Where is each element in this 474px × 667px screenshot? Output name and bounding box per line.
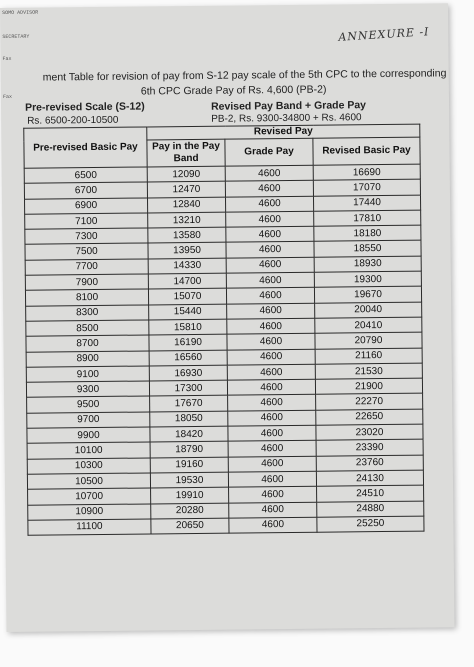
revised-basic-pay-cell: 21530 — [315, 363, 422, 379]
pay-in-band-cell: 18050 — [150, 411, 228, 427]
pre-revised-basic-pay-cell: 9500 — [27, 396, 150, 413]
revised-basic-pay-cell: 24510 — [317, 485, 424, 501]
grade-pay-cell: 4600 — [227, 364, 315, 380]
revised-basic-pay-cell: 23390 — [316, 439, 423, 455]
pre-revised-basic-pay-cell: 6900 — [24, 198, 147, 215]
pre-revised-basic-pay-cell: 8500 — [26, 320, 149, 337]
pre-revised-basic-pay-cell: 7700 — [25, 259, 148, 276]
grade-pay-cell: 4600 — [229, 517, 317, 533]
grade-pay-cell: 4600 — [226, 226, 314, 242]
revised-basic-pay-cell: 17070 — [313, 179, 420, 195]
grade-pay-cell: 4600 — [228, 441, 316, 457]
pay-in-band-cell: 13580 — [148, 227, 226, 243]
pay-in-band-cell: 16190 — [149, 334, 227, 350]
revised-basic-pay-cell: 20790 — [315, 332, 422, 348]
revised-basic-pay-cell: 19670 — [314, 286, 421, 302]
grade-pay-cell: 4600 — [226, 272, 314, 288]
pay-in-band-cell: 12090 — [147, 166, 225, 182]
grade-pay-cell: 4600 — [225, 196, 313, 212]
pre-revised-basic-pay-cell: 8900 — [26, 351, 149, 368]
revised-basic-pay-cell: 24130 — [316, 470, 423, 486]
pre-revised-basic-pay-cell: 11100 — [28, 519, 151, 536]
pay-in-band-cell: 20650 — [151, 518, 229, 534]
pay-in-band-cell: 12470 — [147, 181, 225, 197]
grade-pay-cell: 4600 — [228, 471, 316, 487]
pre-revised-basic-pay-cell: 9100 — [26, 366, 149, 383]
table-row — [28, 516, 424, 535]
header-revised-pay: Revised Pay — [147, 124, 420, 140]
pre-revised-basic-pay-cell: 6700 — [24, 182, 147, 199]
grade-pay-cell: 4600 — [227, 379, 315, 395]
pre-revised-basic-pay-cell: 7300 — [25, 228, 148, 245]
revised-basic-pay-cell: 23760 — [316, 455, 423, 471]
pay-in-band-cell: 13210 — [148, 212, 226, 228]
grade-pay-cell: 4600 — [226, 242, 314, 258]
revised-basic-pay-cell: 18930 — [314, 256, 421, 272]
grade-pay-cell: 4600 — [228, 410, 316, 426]
pay-in-band-cell: 15810 — [149, 319, 227, 335]
revised-basic-pay-cell: 18550 — [314, 241, 421, 257]
revised-basic-pay-cell: 25250 — [317, 516, 424, 532]
revised-basic-pay-cell: 20040 — [315, 302, 422, 318]
grade-pay-cell: 4600 — [228, 456, 316, 472]
pre-revised-basic-pay-cell: 7900 — [25, 274, 148, 291]
stamp-line: SOMO ADVISOR — [2, 9, 39, 16]
pre-revised-basic-pay-cell: 9700 — [27, 412, 150, 429]
pay-in-band-cell: 17670 — [150, 396, 228, 412]
pre-revised-scale-heading: Pre-revised Scale (S-12) — [24, 100, 145, 114]
pre-revised-basic-pay-cell: 9900 — [27, 427, 150, 444]
revised-basic-pay-cell: 22270 — [316, 394, 423, 410]
document-title-line-2: 6th CPC Grade Pay of Rs. 4,600 (PB-2) — [140, 83, 327, 98]
revised-basic-pay-cell: 21160 — [315, 348, 422, 364]
grade-pay-cell: 4600 — [227, 318, 315, 334]
pre-revised-basic-pay-cell: 10500 — [27, 473, 150, 490]
header-grade-pay: Grade Pay — [225, 138, 313, 166]
stamp-line: SECRETARY — [2, 33, 30, 40]
revised-basic-pay-cell: 19300 — [314, 271, 421, 287]
pre-revised-basic-pay-cell: 9300 — [26, 381, 149, 398]
header-pay-in-pay-band: Pay in the Pay Band — [147, 139, 225, 167]
stamp-line: Fax — [2, 93, 12, 100]
revised-basic-pay-cell: 22650 — [316, 409, 423, 425]
pay-in-band-cell: 15070 — [148, 289, 226, 305]
revised-pay-band-range: PB-2, Rs. 9300-34800 + Rs. 4600 — [211, 112, 362, 125]
revised-basic-pay-cell: 17810 — [314, 210, 421, 226]
grade-pay-cell: 4600 — [229, 502, 317, 518]
grade-pay-cell: 4600 — [229, 486, 317, 502]
pre-revised-basic-pay-cell: 8700 — [26, 335, 149, 352]
revised-basic-pay-cell: 21900 — [315, 378, 422, 394]
pay-in-band-cell: 19910 — [151, 487, 229, 503]
revised-pay-band-heading: Revised Pay Band + Grade Pay — [210, 99, 367, 113]
pay-in-band-cell: 16560 — [149, 350, 227, 366]
grade-pay-cell: 4600 — [227, 333, 315, 349]
pre-revised-basic-pay-cell: 8100 — [25, 289, 148, 306]
pre-revised-basic-pay-cell: 7500 — [25, 243, 148, 260]
pre-revised-basic-pay-cell: 10100 — [27, 442, 150, 459]
pre-revised-scale-range: Rs. 6500-200-10500 — [27, 114, 119, 127]
pay-in-band-cell: 20280 — [151, 503, 229, 519]
grade-pay-cell: 4600 — [226, 211, 314, 227]
stamp-line: Fax — [2, 55, 12, 62]
revised-basic-pay-cell: 24880 — [317, 501, 424, 517]
pre-revised-basic-pay-cell: 10300 — [27, 458, 150, 475]
header-revised-basic-pay: Revised Basic Pay — [313, 137, 420, 165]
table-body — [24, 164, 424, 535]
pay-in-band-cell: 16930 — [149, 365, 227, 381]
revised-basic-pay-cell: 18180 — [314, 225, 421, 241]
header-pre-revised-basic-pay: Pre-revised Basic Pay — [24, 127, 147, 168]
revised-basic-pay-cell: 20410 — [315, 317, 422, 333]
revised-basic-pay-cell: 16690 — [313, 164, 420, 180]
pay-in-band-cell: 18790 — [150, 441, 228, 457]
pay-in-band-cell: 19530 — [150, 472, 228, 488]
pay-in-band-cell: 14330 — [148, 258, 226, 274]
grade-pay-cell: 4600 — [228, 395, 316, 411]
pay-in-band-cell: 12840 — [147, 197, 225, 213]
pre-revised-basic-pay-cell: 7100 — [25, 213, 148, 230]
document-title-line-1: ment Table for revision of pay from S-12 pay scale of the 5th CPC to the corresponding — [42, 67, 447, 84]
grade-pay-cell: 4600 — [226, 288, 314, 304]
grade-pay-cell: 4600 — [225, 165, 313, 181]
grade-pay-cell: 4600 — [226, 257, 314, 273]
revised-basic-pay-cell: 17440 — [313, 195, 420, 211]
revised-basic-pay-cell: 23020 — [316, 424, 423, 440]
pay-in-band-cell: 17300 — [149, 380, 227, 396]
pre-revised-basic-pay-cell: 6500 — [24, 167, 147, 184]
pre-revised-basic-pay-cell: 10900 — [28, 503, 151, 520]
annexure-label: ANNEXURE -I — [337, 25, 430, 44]
pay-in-band-cell: 13950 — [148, 243, 226, 259]
pay-in-band-cell: 14700 — [148, 273, 226, 289]
pay-in-band-cell: 19160 — [150, 457, 228, 473]
pre-revised-basic-pay-cell: 10700 — [28, 488, 151, 505]
grade-pay-cell: 4600 — [227, 349, 315, 365]
grade-pay-cell: 4600 — [228, 425, 316, 441]
document-sheet — [0, 3, 455, 632]
grade-pay-cell: 4600 — [227, 303, 315, 319]
grade-pay-cell: 4600 — [225, 181, 313, 197]
pay-fixation-table — [23, 124, 424, 536]
pre-revised-basic-pay-cell: 8300 — [26, 305, 149, 322]
pay-in-band-cell: 18420 — [150, 426, 228, 442]
pay-in-band-cell: 15440 — [149, 304, 227, 320]
